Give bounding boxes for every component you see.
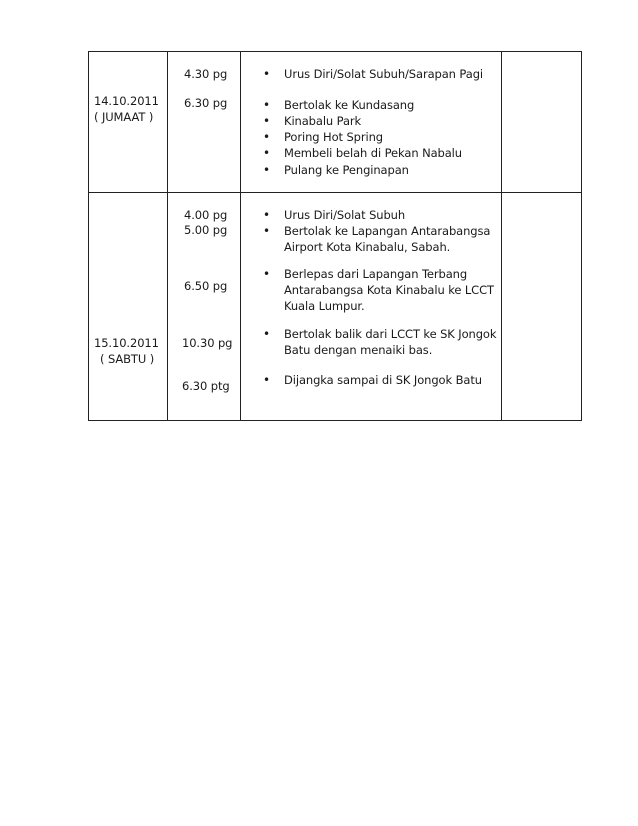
bullet-icon: •: [263, 224, 271, 238]
bullet-icon: •: [263, 67, 271, 81]
row-date: 14.10.2011: [94, 94, 159, 108]
activity-item: Bertolak ke Lapangan Antarabangsa: [284, 224, 491, 238]
bullet-icon: •: [263, 114, 271, 128]
activity-item: Berlepas dari Lapangan Terbang: [284, 267, 468, 281]
row-day: ( JUMAAT ): [94, 110, 154, 124]
bullet-icon: •: [263, 267, 271, 281]
activity-item: Urus Diri/Solat Subuh: [284, 208, 406, 222]
activity-item-continued: Antarabangsa Kota Kinabalu ke LCCT: [284, 283, 494, 297]
time-cell: 4.30 pg: [184, 67, 228, 81]
row-day: ( SABTU ): [100, 352, 155, 366]
bullet-icon: •: [263, 163, 271, 177]
activity-item: Kinabalu Park: [284, 114, 362, 128]
bullet-icon: •: [263, 208, 271, 222]
time-cell: 6.30 ptg: [182, 379, 230, 393]
table-border-left: [88, 51, 89, 421]
activity-item: Bertolak ke Kundasang: [284, 98, 415, 112]
time-cell: 4.00 pg: [184, 208, 228, 222]
table-column-divider: [501, 51, 502, 421]
activity-item: Bertolak balik dari LCCT ke SK Jongok: [284, 327, 497, 341]
activity-item: Dijangka sampai di SK Jongok Batu: [284, 373, 482, 387]
table-border-top: [88, 51, 582, 52]
bullet-icon: •: [263, 327, 271, 341]
row-date: 15.10.2011: [94, 336, 159, 350]
time-cell: 5.00 pg: [184, 223, 228, 237]
activity-item-continued: Batu dengan menaiki bas.: [284, 343, 433, 357]
table-row-divider: [88, 192, 582, 193]
table-column-divider: [167, 51, 168, 421]
activity-item: Urus Diri/Solat Subuh/Sarapan Pagi: [284, 67, 483, 81]
table-column-divider: [240, 51, 241, 421]
bullet-icon: •: [263, 98, 271, 112]
table-border-bottom: [88, 420, 582, 421]
activity-item: Membeli belah di Pekan Nabalu: [284, 146, 462, 160]
bullet-icon: •: [263, 146, 271, 160]
bullet-icon: •: [263, 373, 271, 387]
activity-item: Pulang ke Penginapan: [284, 163, 409, 177]
time-cell: 6.30 pg: [184, 96, 228, 110]
activity-item-continued: Airport Kota Kinabalu, Sabah.: [284, 240, 451, 254]
activity-item-continued: Kuala Lumpur.: [284, 299, 365, 313]
table-border-right: [581, 51, 582, 421]
time-cell: 6.50 pg: [184, 279, 228, 293]
activity-item: Poring Hot Spring: [284, 130, 383, 144]
time-cell: 10.30 pg: [182, 336, 233, 350]
bullet-icon: •: [263, 130, 271, 144]
